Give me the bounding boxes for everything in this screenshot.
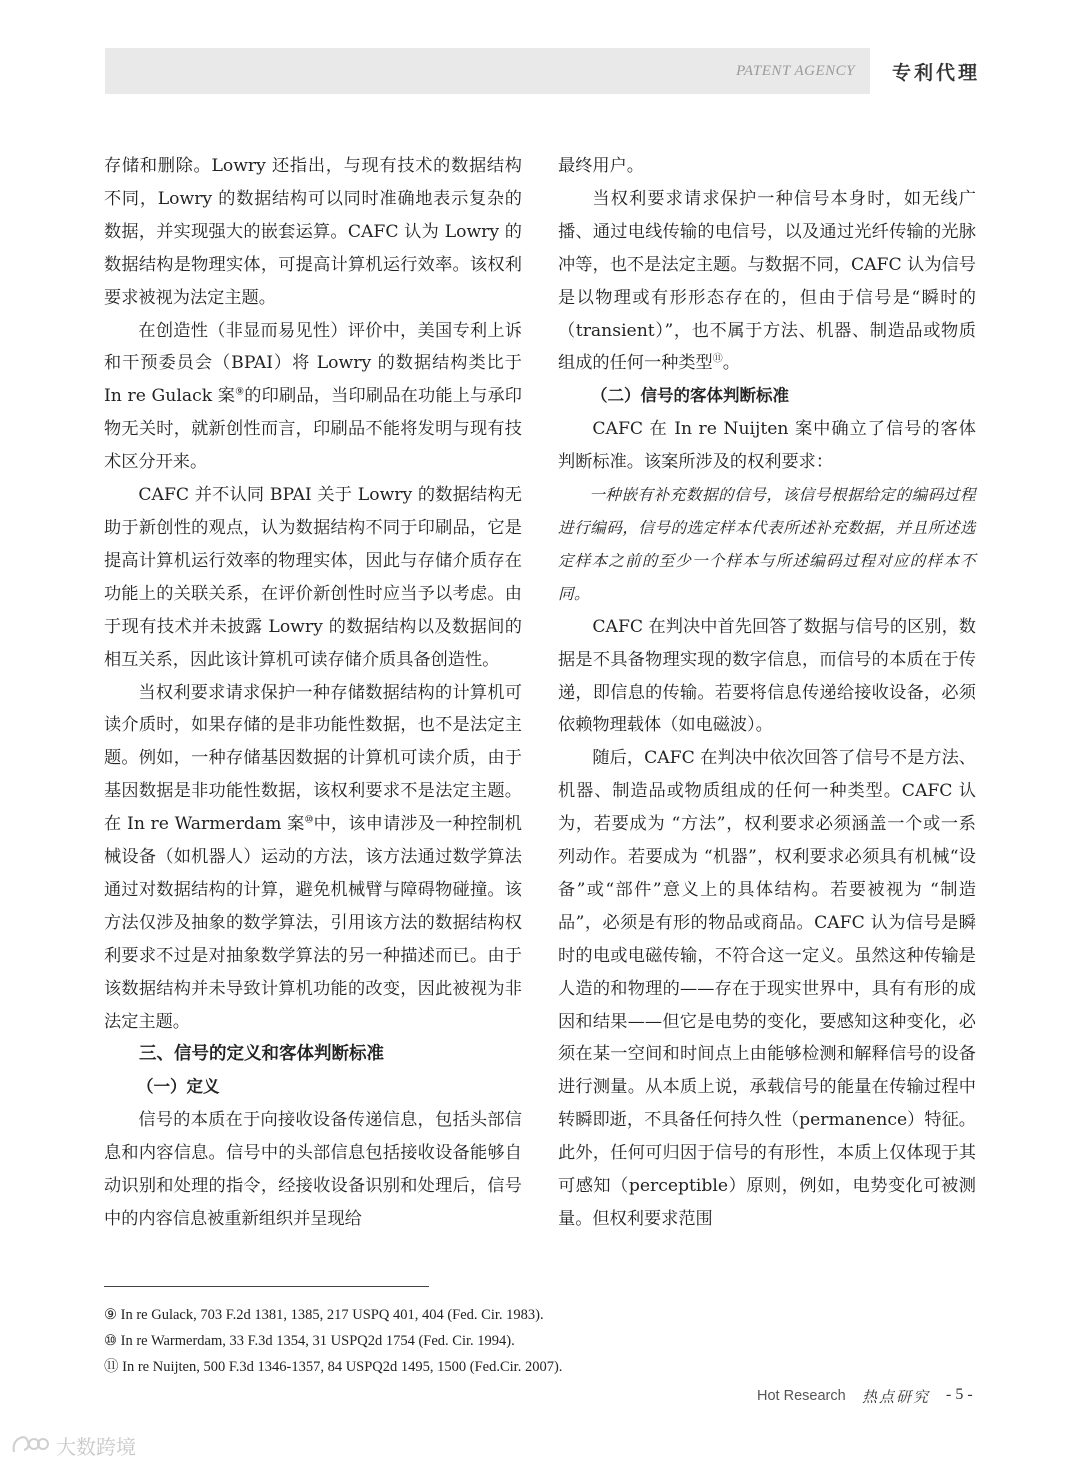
paragraph: 在创造性（非显而易见性）评价中，美国专利上诉和干预委员会（BPAI）将 Lowry 的数据结构类比于 In re Gulack 案⑨的印刷品，当印刷品在功能上与承印物无关时，就新创性而言，印刷品不能将发明与现有技术区分开来。 — [104, 320, 522, 473]
paragraph: 存储和删除。Lowry 还指出，与现有技术的数据结构不同，Lowry 的数据结构可以同时准确地表示复杂的数据，并实现强大的嵌套运算。CAFC 认为 Lowry 的数据结构是物理实体，可提高计算机运行效率。该权利要求被视为法定主题。 — [104, 156, 522, 308]
footnote-divider — [104, 1286, 429, 1287]
page-number: - 5 - — [946, 1386, 973, 1403]
footnote: ⑨ In re Gulack, 703 F.2d 1381, 1385, 217 USPQ 401, 404 (Fed. Cir. 1983). — [104, 1307, 544, 1323]
paragraph: CAFC 在判决中首先回答了数据与信号的区别，数据是不具备物理实现的数字信息，而信号的本质在于传递，即信息的传输。若要将信息传递给接收设备，必须依赖物理载体（如电磁波）。 — [558, 616, 976, 736]
paragraph: 当权利要求请求保护一种信号本身时，如无线广播、通过电线传输的电信号，以及通过光纤传输的光脉冲等，也不是法定主题。与数据不同，CAFC 认为信号是以物理或有形形态存在的，但由于信号是“瞬时的（transient）”，也不属于方法、机器、制造品或物质组成的任何一种类型⑪。 — [558, 188, 976, 374]
header-separator — [870, 48, 874, 94]
paragraph: CAFC 在 In re Nuijten 案中确立了信号的客体判断标准。该案所涉及的权利要求： — [558, 419, 976, 473]
footnotes — [104, 1302, 904, 1380]
footnote-ref-9[interactable]: ⑨ — [235, 386, 245, 398]
paragraph: 当权利要求请求保护一种存储数据结构的计算机可读介质时，如果存储的是非功能性数据，也不是法定主题。例如，一种存储基因数据的计算机可读介质，由于基因数据是非功能性数据，该权利要求不是法定主题。在 In re Warmerdam 案⑩中，该申请涉及一种控制机械设备（如机器人）运动的方法，该方法通过数学算法通过对数据结构的计算，避免机械臂与障碍物碰撞。该方法仅涉及抽象的数学算法，引用该方法的数据结构权利要求不过是对抽象数学算法的另一种描述而已。由于该数据结构并未导致计算机功能的改变，因此被视为非法定主题。 — [104, 682, 522, 1032]
paragraph: 信号的本质在于向接收设备传递信息，包括头部信息和内容信息。信号中的头部信息包括接收设备能够自动识别和处理的指令，经接收设备识别和处理后，信号中的内容信息被重新组织并呈现给 — [104, 1110, 522, 1229]
right-column — [558, 150, 976, 1236]
footnote: ⑪ In re Nuijten, 500 F.3d 1346-1357, 84 USPQ2d 1495, 1500 (Fed.Cir. 2007). — [104, 1359, 563, 1375]
paragraph: 最终用户。 — [558, 156, 644, 176]
header-title-en: PATENT AGENCY — [736, 63, 855, 79]
subsection-heading: （一）定义 — [137, 1077, 220, 1097]
paragraph: 随后，CAFC 在判决中依次回答了信号不是方法、机器、制造品或物质组成的任何一种类型。CAFC 认为，若要成为 “方法”，权利要求必须涵盖一个或一系列动作。若要成为 “机器”，权利要求必须具有机械“设备”或“部件”意义上的具体结构。若要被视为 “制造品”，必须是有形的物品或商品。CAFC 认为信号是瞬时的电或电磁传输，不符合这一定义。虽然这种传输是人造的和物理的——存在于现实世界中，具有有形的成因和结果——但它是电势的变化，要感知这种变化，必须在某一空间和时间点上由能够检测和解释信号的设备进行测量。从本质上说，承载信号的能量在传输过程中转瞬即逝，不具备任何持久性（permanence）特征。此外，任何可归因于信号的有形性，本质上仅体现于其可感知（perceptible）原则，例如，电势变化可被测量。但权利要求范围 — [558, 748, 976, 1229]
subsection-heading: （二）信号的客体判断标准 — [591, 386, 789, 406]
footnote: ⑩ In re Warmerdam, 33 F.3d 1354, 31 USPQ2d 1754 (Fed. Cir. 1994). — [104, 1333, 515, 1349]
watermark-text: 大数跨境 — [56, 1435, 136, 1459]
watermark-logo-icon — [10, 1432, 50, 1460]
watermark — [10, 1431, 136, 1460]
footer-label-zh: 热点研究 — [862, 1388, 931, 1406]
claim-quote: 一种嵌有补充数据的信号，该信号根据给定的编码过程进行编码，信号的选定样本代表所述补充数据，并且所述选定样本之前的至少一个样本与所述编码过程对应的样本不同。 — [558, 486, 976, 603]
footnote-ref-10[interactable]: ⑩ — [304, 814, 314, 826]
header-title-zh: 专利代理 — [892, 62, 981, 84]
footnote-ref-11[interactable]: ⑪ — [712, 353, 723, 365]
section-heading: 三、信号的定义和客体判断标准 — [139, 1044, 384, 1065]
footer-label-en: Hot Research — [757, 1388, 846, 1404]
left-column — [104, 150, 522, 1236]
paragraph: CAFC 并不认同 BPAI 关于 Lowry 的数据结构无助于新创性的观点，认为数据结构不同于印刷品，它是提高计算机运行效率的物理实体，因此与存储介质存在功能上的关联关系，在评价新创性时应当予以考虑。由于现有技术并未披露 Lowry 的数据结构以及数据间的相互关系，因此该计算机可读存储介质具备创造性。 — [104, 485, 522, 670]
